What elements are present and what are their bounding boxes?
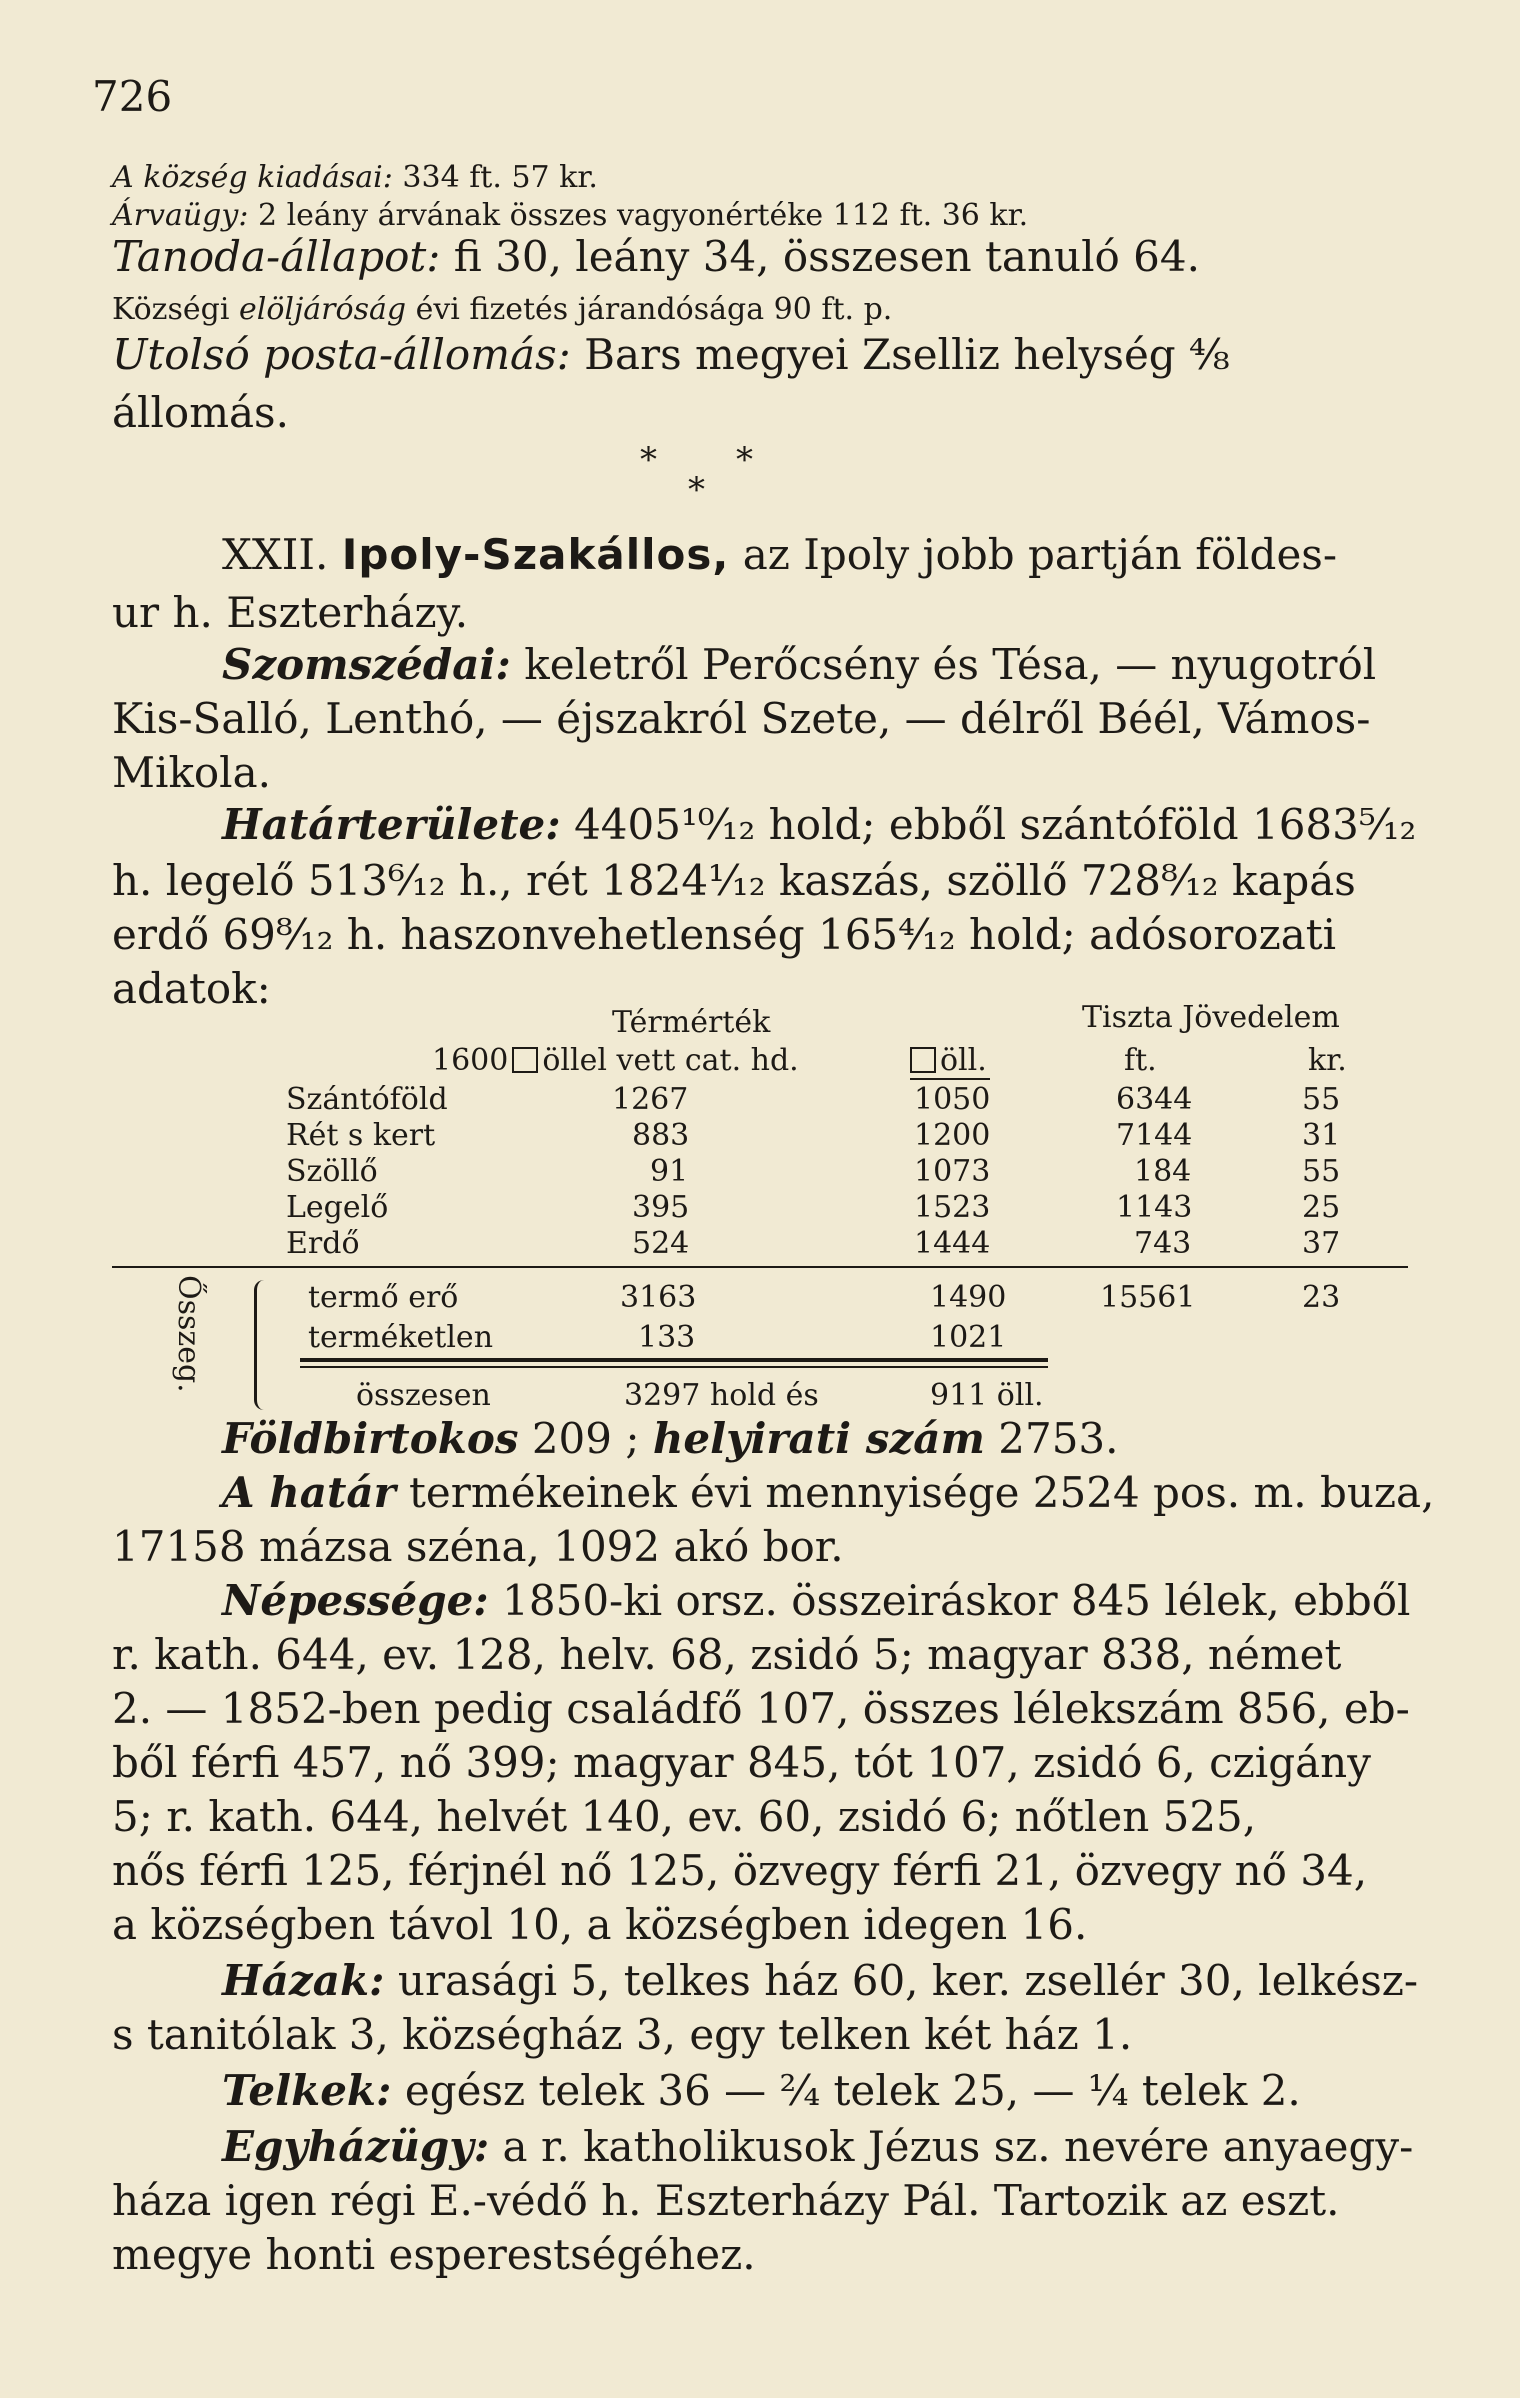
line-hatar-1 [112,800,1417,850]
label-szomszedai: Szomszédai: [222,640,511,689]
star: * [640,440,657,480]
label-egyhazugy: Egyházügy: [222,2122,490,2171]
line-tanoda [112,232,1412,282]
label-tanoda: Tanoda-állapot: [112,232,441,281]
line-szomszed-2: Kis-Salló, Lenthó, — éjszakról Szete, — délről Béél, Vámos- [112,694,1371,743]
square-symbol [512,1047,538,1073]
article-line1: az Ipoly jobb partján földes- [729,530,1338,579]
header-kr: kr. [1308,1043,1347,1078]
line-kozsegi [112,290,1412,330]
brace [254,1280,271,1410]
header-1600: 1600 öllel vett cat. hd. [432,1043,799,1078]
rule [910,1078,990,1080]
label-telkek: Telkek: [222,2066,392,2115]
label-hatarterulete: Határterülete: [222,800,561,849]
article-title: Ipoly-Szakállos, [341,530,730,579]
label-kozsegi: Községi [112,292,239,327]
article-line2: ur h. Eszterházy. [112,588,469,637]
line-szomszed-1 [112,640,1412,690]
line-nep-4: ből férfi 457, nő 399; magyar 845, tót 107, zsidó 6, czigány [112,1738,1371,1787]
star: * [736,440,753,480]
line-arvaugy [112,196,1412,236]
line-nep-3: 2. — 1852-ben pedig családfő 107, összes lélekszám 856, eb- [112,1684,1410,1733]
line-egyhaz-2: háza igen régi E.-védő h. Eszterházy Pál. Tartozik az eszt. [112,2176,1340,2225]
line-egyhaz-1: Egyházügy: a r. katholikusok Jézus sz. nevére anyaegy- [222,2122,1414,2171]
sum-rule [300,1358,1048,1362]
text-arvaugy: 2 leány árvának összes vagyonértéke 112 ft. 36 kr. [248,198,1029,233]
text-hatar-1: 4405¹⁰⁄₁₂ hold; ebből szántóföld 1683⁵⁄₁₂ [560,800,1417,849]
line-nep-7: a községben távol 10, a községben idegen 16. [112,1900,1088,1949]
line-posta [112,330,1412,380]
text-posta: Bars megyei Zselliz helység ⁴⁄₈ [570,330,1230,379]
line-hatar-4: adatok: [112,964,271,1013]
text-tanoda: fi 30, leány 34, összesen tanuló 64. [440,232,1200,281]
line-posta-cont: állomás. [112,388,289,437]
label-posta: Utolsó posta-állomás: [112,330,571,379]
line-foldbirtokos: Földbirtokos 209 ; helyirati szám 2753. [222,1414,1119,1463]
label-kiadas: A község kiadásai: [112,160,393,195]
line-hatar-termek-2: 17158 mázsa széna, 1092 akó bor. [112,1522,844,1571]
table-rule [112,1266,1408,1268]
text-kiadas: 334 ft. 57 kr. [392,160,598,195]
header-termertek: Térmérték [612,1005,771,1040]
star: * [688,470,705,510]
label-arvaugy: Árvaügy: [112,198,249,233]
line-hazak-2: s tanitólak 3, községház 3, egy telken két ház 1. [112,2010,1133,2059]
osszeg-side-label: Ősszeg. [171,1275,206,1393]
line-szomszed-3: Mikola. [112,748,271,797]
line-egyhaz-3: megye honti esperestségéhez. [112,2230,756,2279]
label-a-hatar: A határ [222,1468,396,1517]
label-eloljarosag: elöljáróság [238,292,407,327]
header-tiszta-jovedelem: Tiszta Jövedelem [1082,1000,1340,1035]
line-hazak-1: Házak: urasági 5, telkes ház 60, ker. zsellér 30, lelkész- [222,1956,1419,2005]
line-hatar-2: h. legelő 513⁶⁄₁₂ h., rét 1824¹⁄₁₂ kaszás, szöllő 728⁸⁄₁₂ kapás [112,856,1356,905]
line-hatar-termek-1: A határ termékeinek évi mennyisége 2524 pos. m. buza, [222,1468,1435,1517]
line-telkek: Telkek: egész telek 36 — ²⁄₄ telek 25, — ¹⁄₄ telek 2. [222,2066,1301,2115]
label-helyirati: helyirati szám [652,1414,985,1463]
label-hazak: Házak: [222,1956,385,2005]
text-szomszed-1: keletről Perőcsény és Tésa, — nyugotról [510,640,1377,689]
text-kozsegi: évi fizetés járandósága 90 ft. p. [406,292,893,327]
page-number: 726 [92,72,173,121]
line-hatar-3: erdő 69⁸⁄₁₂ h. haszonvehetlenség 165⁴⁄₁₂ hold; adósorozati [112,910,1337,959]
square-symbol [910,1047,936,1073]
label-foldbirtokos: Földbirtokos [222,1414,519,1463]
line-kiadas [112,158,1412,198]
line-nep-5: 5; r. kath. 644, helvét 140, ev. 60, zsidó 6; nőtlen 525, [112,1792,1257,1841]
book-page: 726 A község kiadásai: 334 ft. 57 kr. Árvaügy: 2 leány árvának összes vagyonértéke 112 ft. 36 kr. Tanoda-állapot: fi 30, leány 34, összesen tanuló 64. Községi elöljáróság évi fizetés járandósága 90 ft. p. Utolsó posta-állomás: Bars megyei Zselliz helység ⁴⁄₈ állomás. * * * XXII. Ipoly-Szakállos, az Ipoly jobb partján földes- ur h. Eszterházy. Szomszédai: keletről Perőcsény és Tésa, — nyugotról Kis-Salló, Lenthó, — éjszakról Szete, — délről Béél, Vámos- Mikola. Határterülete: 4405¹⁰⁄₁₂ hold; ebből szántóföld 1683⁵⁄₁₂ h. legelő 513⁶⁄₁₂ h., rét 1824¹⁄₁₂ kaszás, szöllő 728⁸⁄₁₂ kapás erdő 69⁸⁄₁₂ h. haszonvehetlenség 165⁴⁄₁₂ hold; adósorozati adatok: Térmérték Tiszta Jövedelem 1600 öllel vett cat. hd. öll. ft. kr. Szántóföld 1267 1050 6344 55 Rét s kert 883 1200 7144 31 Szöllő 91 1073 184 55 Legelő 395 1523 1143 25 Erdő 524 1444 743 37 termő erő 3163 1490 15561 23 terméketlen 133 1021 összesen 3297 hold és 911 öll. Ősszeg. Földbirtokos 209 ; helyirati szám 2753. A határ termékeinek évi mennyisége 2524 pos. m. buza, 17158 mázsa széna, 1092 akó bor. Népessége: 1850-ki orsz. összeiráskor 845 lélek, ebből r. kath. 644, ev. 128, helv. 68, zsidó 5; magyar 838, német 2. — 1852-ben pedig családfő 107, összes lélekszám 856, eb- ből férfi 457, nő 399; magyar 845, tót 107, zsidó 6, czigány 5; r. kath. 644, helvét 140, ev. 60, zsidó 6; nőtlen 525, nős férfi 125, férjnél nő 125, özvegy férfi 21, özvegy nő 34, a községben távol 10, a községben idegen 16. Házak: urasági 5, telkes ház 60, ker. zsellér 30, lelkész- s tanitólak 3, községház 3, egy telken két ház 1. Telkek: egész telek 36 — ²⁄₄ telek 25, — ¹⁄₄ telek 2. Egyházügy: a r. katholikusok Jézus sz. nevére anyaegy- háza igen régi E.-védő h. Eszterházy Pál. Tartozik az eszt. megye honti esperestségéhez. [92,72,1435,2279]
header-oll: öll. [906,1043,987,1078]
article-heading [112,530,1412,580]
line-nep-6: nős férfi 125, férjnél nő 125, özvegy férfi 21, özvegy nő 34, [112,1846,1368,1895]
label-nepessege: Népessége: [222,1576,489,1625]
article-number: XXII. [222,530,329,579]
header-ft: ft. [1124,1043,1157,1078]
line-nep-2: r. kath. 644, ev. 128, helv. 68, zsidó 5; magyar 838, német [112,1630,1342,1679]
sum-rule [300,1366,1048,1368]
line-nep-1: Népessége: 1850-ki orsz. összeiráskor 845 lélek, ebből [222,1576,1411,1625]
